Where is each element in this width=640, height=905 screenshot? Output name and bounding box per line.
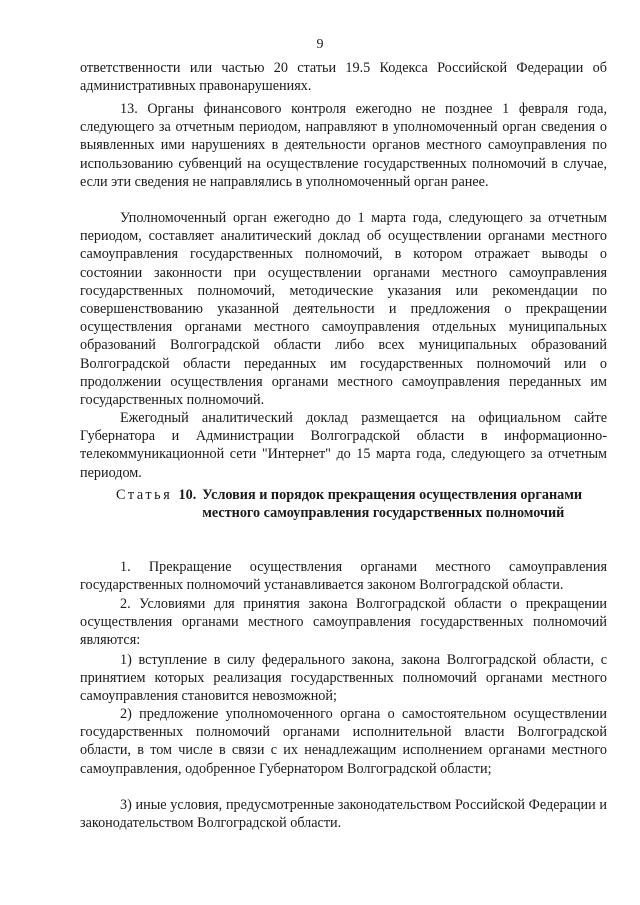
paragraph-continuation: ответственности или частью 20 статьи 19.5 Кодекса Российской Федерации об административных правонарушениях. — [80, 60, 607, 95]
article-prefix-word: Статья — [116, 487, 173, 503]
paragraph-report-publication: Ежегодный аналитический доклад размещается на официальном сайте Губернатора и Администрации Волгоградской области в информационно-телекоммуникационной сети "Интернет" до 15 марта года, следующего за отчетным периодом. — [80, 410, 607, 481]
item-1: 1. Прекращение осуществления органами местного самоуправления государственных полномочий устанавливается законом Волгоградской области. — [80, 559, 607, 594]
article-heading — [116, 486, 596, 522]
item-2: 2. Условиями для принятия закона Волгоградской области о прекращении осуществления органами местного самоуправления государственных полномочий являются: — [80, 596, 607, 649]
paragraph-analytical-report: Уполномоченный орган ежегодно до 1 марта года, следующего за отчетным периодом, составляет аналитический доклад об осуществлении органами местного самоуправления государственных полномочий, в котором отражает выводы о состоянии законности при осуществлении органами местного самоуправления государственных полномочий, методические указания или рекомендации по совершенствованию указанной деятельности и предложения о прекращении осуществления органами местного самоуправления отдельных муниципальных образований Волгоградской области либо всех муниципальных образований Волгоградской области переданных им государственных полномочий или о продолжении осуществления органами местного самоуправления переданных им государственных полномочий. — [80, 210, 607, 409]
article-title: Условия и порядок прекращения осуществления органами местного самоуправления государственных полномочий — [202, 487, 583, 522]
subitem-1: 1) вступление в силу федерального закона, закона Волгоградской области, с принятием которых реализация государственных полномочий органами местного самоуправления становится невозможной; — [80, 652, 607, 705]
subitem-3: 3) иные условия, предусмотренные законодательством Российской Федерации и законодательством Волгоградской области. — [80, 797, 607, 832]
article-number: 10. — [178, 487, 197, 503]
article-label — [116, 486, 202, 522]
page-number: 9 — [316, 37, 324, 52]
subitem-2: 2) предложение уполномоченного органа о самостоятельном осуществлении государственных полномочий органами исполнительной власти Волгоградской области, в том числе в связи с их ненадлежащим исполнением органами местного самоуправления, одобренное Губернатором Волгоградской области; — [80, 706, 607, 777]
paragraph-13: 13. Органы финансового контроля ежегодно не позднее 1 февраля года, следующего за отчетным периодом, направляют в уполномоченный орган сведения о выявленных ими нарушениях в деятельности органов местного самоуправления по использованию субвенций на осуществление государственных полномочий в случае, если эти сведения не направлялись в уполномоченный орган ранее. — [80, 101, 607, 190]
